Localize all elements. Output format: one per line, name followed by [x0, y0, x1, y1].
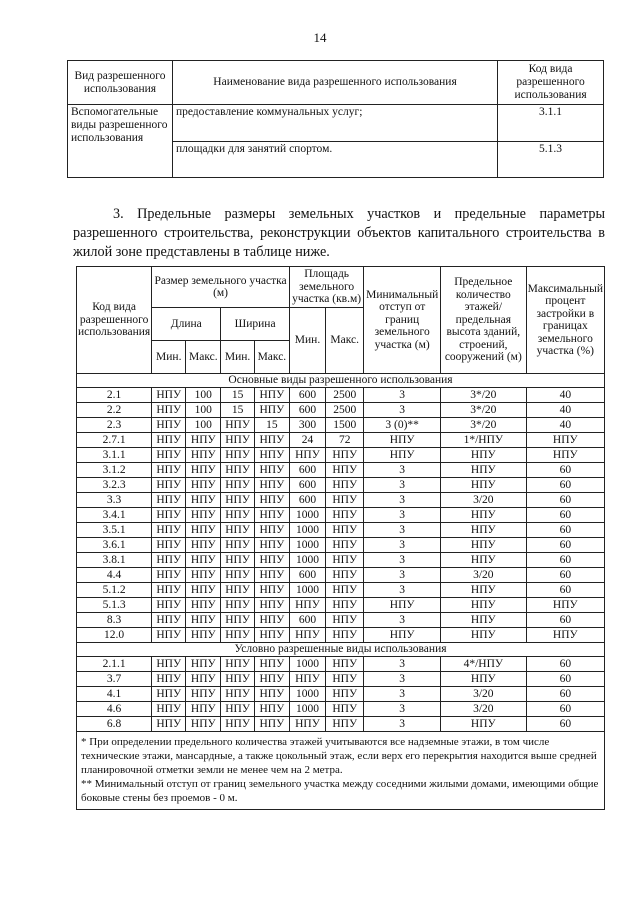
table-cell: 3*/20: [441, 388, 527, 403]
table-cell: 15: [254, 418, 289, 433]
table-row: [77, 463, 605, 478]
header-code: Код вида разрешенного использования: [77, 267, 152, 374]
header-cell: Наименование вида разрешенного использования: [172, 61, 497, 105]
table-cell: НПУ: [152, 672, 186, 687]
table-cell: 12.0: [77, 628, 152, 643]
table-cell: 60: [526, 613, 604, 628]
table-cell: 60: [526, 672, 604, 687]
table-cell: НПУ: [221, 687, 255, 702]
table-cell: 3.5.1: [77, 523, 152, 538]
table-cell: 3.3: [77, 493, 152, 508]
header-size: Размер земельного участка (м): [152, 267, 290, 308]
table-cell: НПУ: [254, 687, 289, 702]
table-cell: 300: [289, 418, 325, 433]
table-cell: 3.1.1: [77, 448, 152, 463]
header-width-max: Макс.: [254, 341, 289, 374]
table-cell: НПУ: [364, 433, 441, 448]
table-row: [77, 508, 605, 523]
table-cell: 60: [526, 463, 604, 478]
table-cell: 1000: [289, 523, 325, 538]
table-cell: 3: [364, 613, 441, 628]
table-cell: 60: [526, 687, 604, 702]
table-row: [77, 568, 605, 583]
table-cell: НПУ: [152, 583, 186, 598]
table-cell: НПУ: [186, 628, 221, 643]
table-cell: НПУ: [364, 628, 441, 643]
table-cell: 3/20: [441, 568, 527, 583]
table-cell: 3/20: [441, 702, 527, 717]
table-cell: НПУ: [186, 523, 221, 538]
table-cell: 60: [526, 493, 604, 508]
table-cell: 60: [526, 508, 604, 523]
table-cell: НПУ: [254, 463, 289, 478]
table-cell: НПУ: [526, 598, 604, 613]
table-cell: НПУ: [186, 538, 221, 553]
table-cell: НПУ: [254, 538, 289, 553]
table-cell: НПУ: [326, 613, 364, 628]
table-cell: 60: [526, 702, 604, 717]
table-cell: НПУ: [221, 463, 255, 478]
table-cell: 2.1.1: [77, 657, 152, 672]
table-cell: 1000: [289, 538, 325, 553]
table-cell: 1000: [289, 657, 325, 672]
table-cell: НПУ: [186, 613, 221, 628]
table-cell: 3: [364, 553, 441, 568]
table-cell: НПУ: [186, 598, 221, 613]
table-row: [77, 583, 605, 598]
section-row: [77, 374, 605, 388]
table-cell: НПУ: [152, 568, 186, 583]
table-cell: НПУ: [221, 523, 255, 538]
table-cell: НПУ: [254, 493, 289, 508]
table-cell: НПУ: [289, 717, 325, 732]
table-cell: 1*/НПУ: [441, 433, 527, 448]
table-cell: НПУ: [441, 478, 527, 493]
table-cell: 100: [186, 418, 221, 433]
table-cell: НПУ: [254, 478, 289, 493]
table-cell: НПУ: [186, 478, 221, 493]
table-cell: НПУ: [254, 672, 289, 687]
table-cell: 2.2: [77, 403, 152, 418]
table-cell: 100: [186, 403, 221, 418]
table-row: [77, 403, 605, 418]
table-cell: НПУ: [221, 538, 255, 553]
table-cell: НПУ: [254, 568, 289, 583]
table-cell: 2500: [326, 388, 364, 403]
table-cell: НПУ: [152, 523, 186, 538]
table-cell: НПУ: [186, 657, 221, 672]
table-row: [77, 628, 605, 643]
table-cell: 600: [289, 493, 325, 508]
table-cell: НПУ: [152, 702, 186, 717]
table-cell: НПУ: [254, 403, 289, 418]
table-cell: НПУ: [186, 448, 221, 463]
table-cell: НПУ: [254, 433, 289, 448]
table-cell: 3: [364, 538, 441, 553]
table-cell: НПУ: [289, 628, 325, 643]
table-cell: 40: [526, 403, 604, 418]
table-row: [77, 598, 605, 613]
table-cell: 1500: [326, 418, 364, 433]
table-cell: НПУ: [441, 463, 527, 478]
table-cell: НПУ: [152, 478, 186, 493]
header-cell: Код вида разрешенного использования: [498, 61, 604, 105]
table-cell: 600: [289, 478, 325, 493]
section-row: [77, 643, 605, 657]
table-cell: 40: [526, 388, 604, 403]
paragraph: 3. Предельные размеры земельных участков и предельные параметры разрешенного строительства, реконструкции объектов капитального строительства в жилой зоне представлены в таблице ниже.: [73, 206, 605, 260]
table-cell: 3: [364, 508, 441, 523]
table-cell: НПУ: [186, 463, 221, 478]
table-cell: 3.4.1: [77, 508, 152, 523]
table-cell: НПУ: [254, 448, 289, 463]
table-cell: НПУ: [254, 613, 289, 628]
table-cell: 2.1: [77, 388, 152, 403]
table-cell: 3 (0)**: [364, 418, 441, 433]
table-cell: 2500: [326, 403, 364, 418]
table-cell: НПУ: [326, 463, 364, 478]
table-cell: НПУ: [152, 657, 186, 672]
header-length-max: Макс.: [186, 341, 221, 374]
table-cell: 3.6.1: [77, 538, 152, 553]
table-cell: 60: [526, 568, 604, 583]
table-cell: НПУ: [526, 628, 604, 643]
table-cell: НПУ: [326, 568, 364, 583]
table-cell: НПУ: [152, 433, 186, 448]
table-cell: НПУ: [441, 538, 527, 553]
table-cell: 3: [364, 463, 441, 478]
table-cell: НПУ: [152, 628, 186, 643]
header-area: Площадь земельного участка (кв.м): [289, 267, 363, 308]
table-cell: НПУ: [221, 553, 255, 568]
table-cell: НПУ: [441, 448, 527, 463]
table-cell: НПУ: [221, 418, 255, 433]
table-cell: 15: [221, 388, 255, 403]
table-row: [77, 478, 605, 493]
table-cell: НПУ: [326, 448, 364, 463]
table-cell: НПУ: [526, 448, 604, 463]
table-row: [77, 493, 605, 508]
table-cell: НПУ: [221, 508, 255, 523]
table-cell: НПУ: [441, 717, 527, 732]
table-row: [77, 613, 605, 628]
table-cell: НПУ: [326, 628, 364, 643]
table-cell: НПУ: [186, 702, 221, 717]
table-cell: НПУ: [221, 628, 255, 643]
table-cell: НПУ: [152, 553, 186, 568]
table-cell: НПУ: [254, 523, 289, 538]
table-cell: НПУ: [152, 403, 186, 418]
table-cell: НПУ: [326, 598, 364, 613]
table-cell: НПУ: [326, 553, 364, 568]
table-cell: НПУ: [526, 433, 604, 448]
table-cell: 4.6: [77, 702, 152, 717]
table-cell: НПУ: [326, 717, 364, 732]
table-row: [77, 388, 605, 403]
page-number: 14: [313, 30, 327, 45]
table-cell: НПУ: [186, 493, 221, 508]
table-cell: НПУ: [326, 493, 364, 508]
table-cell: НПУ: [441, 553, 527, 568]
table-cell: НПУ: [221, 568, 255, 583]
table-cell: НПУ: [152, 493, 186, 508]
table-cell: НПУ: [289, 448, 325, 463]
table-cell: 1000: [289, 508, 325, 523]
limits-table: [76, 266, 605, 810]
table-row: [77, 672, 605, 687]
table-cell: НПУ: [221, 433, 255, 448]
table-cell: 3*/20: [441, 418, 527, 433]
table-cell: 60: [526, 583, 604, 598]
table-cell: НПУ: [254, 657, 289, 672]
table-cell: 3.7: [77, 672, 152, 687]
table-cell: НПУ: [254, 508, 289, 523]
conditional-rows: [77, 657, 605, 732]
table-cell: 4.4: [77, 568, 152, 583]
table-cell: НПУ: [221, 493, 255, 508]
table-row: [77, 717, 605, 732]
table-cell: 5.1.2: [77, 583, 152, 598]
table-cell: НПУ: [186, 433, 221, 448]
table-cell: НПУ: [326, 583, 364, 598]
use-name: предоставление коммунальных услуг;: [172, 105, 497, 142]
table-row: [77, 657, 605, 672]
table-cell: НПУ: [326, 702, 364, 717]
table-cell: НПУ: [221, 672, 255, 687]
table-cell: НПУ: [326, 478, 364, 493]
table-cell: 1000: [289, 553, 325, 568]
notes-row: [77, 732, 605, 810]
table-cell: НПУ: [364, 598, 441, 613]
table-cell: 3: [364, 717, 441, 732]
table-cell: НПУ: [221, 613, 255, 628]
table-cell: 100: [186, 388, 221, 403]
table-header-row: [68, 61, 604, 105]
table-cell: 600: [289, 403, 325, 418]
table-cell: НПУ: [152, 598, 186, 613]
table-cell: НПУ: [289, 672, 325, 687]
note-setback: ** Минимальный отступ от границ земельного участка между соседними жилыми домами, имеющими общие боковые стены без проемов - 0 м.: [81, 778, 599, 804]
table-cell: 6.8: [77, 717, 152, 732]
table-cell: НПУ: [326, 508, 364, 523]
use-name: площадки для занятий спортом.: [172, 141, 497, 178]
table-cell: НПУ: [186, 508, 221, 523]
section-title: Условно разрешенные виды использования: [77, 643, 605, 657]
table-cell: НПУ: [441, 672, 527, 687]
header-length: Длина: [152, 308, 221, 341]
table-cell: НПУ: [254, 388, 289, 403]
table-cell: 60: [526, 538, 604, 553]
header-width: Ширина: [221, 308, 290, 341]
table-row: [77, 523, 605, 538]
table-cell: 3: [364, 388, 441, 403]
header-area-max: Макс.: [326, 308, 364, 374]
table-cell: 1000: [289, 702, 325, 717]
table-cell: НПУ: [221, 478, 255, 493]
table-cell: НПУ: [152, 687, 186, 702]
table-cell: 600: [289, 463, 325, 478]
header-width-min: Мин.: [221, 341, 255, 374]
header-area-min: Мин.: [289, 308, 325, 374]
table-cell: НПУ: [326, 538, 364, 553]
table-cell: НПУ: [152, 388, 186, 403]
table-cell: 1000: [289, 583, 325, 598]
table-header-row: [77, 267, 605, 308]
table-cell: НПУ: [186, 553, 221, 568]
table-cell: 40: [526, 418, 604, 433]
table-cell: НПУ: [254, 702, 289, 717]
table-cell: 1000: [289, 687, 325, 702]
table-cell: 3: [364, 657, 441, 672]
header-min-setback: Минимальный отступ от границ земельного участка (м): [364, 267, 441, 374]
table-cell: НПУ: [186, 717, 221, 732]
table-cell: 3*/20: [441, 403, 527, 418]
table-cell: 3.1.2: [77, 463, 152, 478]
use-code: 5.1.3: [498, 141, 604, 178]
table-cell: НПУ: [441, 583, 527, 598]
table-cell: НПУ: [221, 448, 255, 463]
table-row: [77, 702, 605, 717]
table-cell: НПУ: [186, 672, 221, 687]
table-cell: 3: [364, 687, 441, 702]
table-cell: 600: [289, 388, 325, 403]
header-floors: Предельное количество этажей/ предельная высота зданий, строений, сооружений (м): [441, 267, 527, 374]
table-cell: 3: [364, 672, 441, 687]
table-cell: НПУ: [289, 598, 325, 613]
table-row: [68, 105, 604, 142]
table-cell: 2.7.1: [77, 433, 152, 448]
table-cell: НПУ: [152, 538, 186, 553]
table-cell: НПУ: [152, 418, 186, 433]
table-cell: НПУ: [441, 508, 527, 523]
table-row: [77, 448, 605, 463]
table-cell: НПУ: [254, 598, 289, 613]
table-cell: НПУ: [254, 583, 289, 598]
table-cell: 5.1.3: [77, 598, 152, 613]
table-cell: НПУ: [254, 628, 289, 643]
table-cell: 2.3: [77, 418, 152, 433]
table-cell: 60: [526, 657, 604, 672]
table-cell: 3: [364, 583, 441, 598]
table-cell: НПУ: [441, 523, 527, 538]
table-cell: НПУ: [152, 613, 186, 628]
table-cell: 3: [364, 702, 441, 717]
table-cell: НПУ: [254, 553, 289, 568]
table-cell: НПУ: [186, 568, 221, 583]
table-cell: НПУ: [441, 628, 527, 643]
table-cell: НПУ: [254, 717, 289, 732]
use-code: 3.1.1: [498, 105, 604, 142]
table-cell: НПУ: [221, 702, 255, 717]
table-cell: 3: [364, 523, 441, 538]
table-row: [77, 687, 605, 702]
table-cell: 3.8.1: [77, 553, 152, 568]
header-length-min: Мин.: [152, 341, 186, 374]
table-cell: НПУ: [152, 717, 186, 732]
header-max-percent: Максимальный процент застройки в границах земельного участка (%): [526, 267, 604, 374]
table-cell: 3/20: [441, 493, 527, 508]
table-cell: НПУ: [221, 598, 255, 613]
table-cell: 3: [364, 403, 441, 418]
table-cell: НПУ: [221, 717, 255, 732]
table-cell: 8.3: [77, 613, 152, 628]
table-cell: 600: [289, 613, 325, 628]
table-cell: 3/20: [441, 687, 527, 702]
table-cell: 3.2.3: [77, 478, 152, 493]
table-cell: 4.1: [77, 687, 152, 702]
table-cell: НПУ: [221, 657, 255, 672]
table-cell: 24: [289, 433, 325, 448]
notes-cell: [77, 732, 605, 810]
table-row: [77, 433, 605, 448]
table-cell: 15: [221, 403, 255, 418]
group-label: Вспомогательные виды разрешенного использования: [68, 105, 173, 178]
section-title: Основные виды разрешенного использования: [77, 374, 605, 388]
table-cell: 3: [364, 568, 441, 583]
table-cell: 4*/НПУ: [441, 657, 527, 672]
table-cell: НПУ: [326, 523, 364, 538]
table-cell: 60: [526, 523, 604, 538]
table-row: [77, 553, 605, 568]
table-cell: 72: [326, 433, 364, 448]
table-cell: 600: [289, 568, 325, 583]
table-cell: НПУ: [441, 613, 527, 628]
main-rows: [77, 388, 605, 643]
table-cell: 60: [526, 478, 604, 493]
table-cell: 60: [526, 717, 604, 732]
table-cell: НПУ: [152, 448, 186, 463]
table-cell: 60: [526, 553, 604, 568]
table-cell: НПУ: [186, 687, 221, 702]
table-cell: 3: [364, 493, 441, 508]
table-cell: НПУ: [326, 672, 364, 687]
table-cell: 3: [364, 478, 441, 493]
table-cell: НПУ: [152, 463, 186, 478]
table-row: [77, 418, 605, 433]
table-cell: НПУ: [221, 583, 255, 598]
table-cell: НПУ: [326, 657, 364, 672]
table-cell: НПУ: [441, 598, 527, 613]
table-row: [77, 538, 605, 553]
table-cell: НПУ: [186, 583, 221, 598]
permitted-use-table: [67, 60, 604, 178]
table-cell: НПУ: [152, 508, 186, 523]
table-cell: НПУ: [364, 448, 441, 463]
table-cell: НПУ: [326, 687, 364, 702]
header-cell: Вид разрешенного использования: [68, 61, 173, 105]
note-floors: * При определении предельного количества этажей учитываются все надземные этажи, в том числе технические этажи, мансардные, а также цокольный этаж, если верх его перекрытия находится выше средней планировочной отметки земли не менее чем на 2 метра.: [81, 736, 597, 776]
